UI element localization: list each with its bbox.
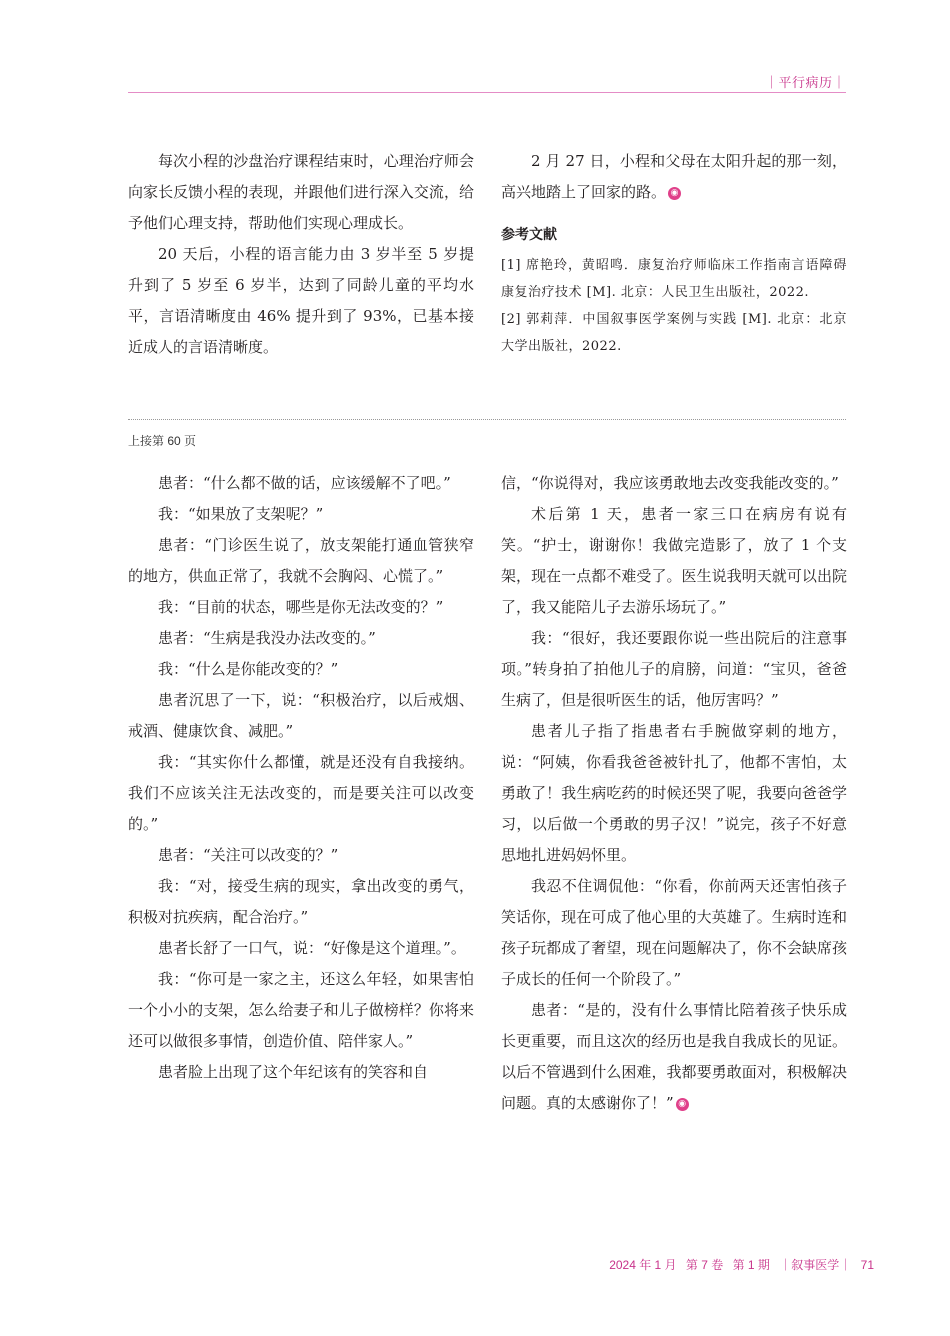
dialogue-paragraph: 我忍不住调侃他：“你看，你前两天还害怕孩子笑话你，现在可成了他心里的大英雄了。生病时连和孩子玩都成了奢望，现在问题解决了，你不会缺席孩子成长的任何一个阶段了。” <box>501 877 847 988</box>
dialogue-paragraph: 患者长舒了一口气，说：“好像是这个道理。”。 <box>158 939 466 957</box>
page-footer <box>603 1256 874 1273</box>
dialogue-paragraph: 我：“目前的状态，哪些是你无法改变的？” <box>158 598 444 616</box>
issue-number: 第 1 期 <box>732 1258 770 1272</box>
bottom-right-column <box>501 468 847 1119</box>
paragraph <box>501 146 847 208</box>
top-right-column <box>501 146 847 360</box>
section-divider <box>128 419 846 420</box>
dialogue-paragraph: 患者：“什么都不做的话，应该缓解不了吧。” <box>158 474 451 492</box>
journal-name: ｜叙事医学｜ <box>779 1258 852 1272</box>
end-of-article-icon: ◉ <box>668 187 681 200</box>
references-heading: 参考文献 <box>501 227 557 243</box>
final-paragraph-text: 患者：“是的，没有什么事情比陪着孩子快乐成长更重要，而且这次的经历也是我自我成长的见证。以后不管遇到什么困难，我都要勇敢面对，积极解决问题。真的太感谢你了！” <box>501 1001 847 1112</box>
continuation-label: 上接第 60 页 <box>128 434 197 448</box>
dialogue-paragraph: 我：“你可是一家之主，还这么年轻，如果害怕一个小小的支架，怎么给妻子和儿子做榜样？你将来还可以做很多事情，创造价值、陪伴家人。” <box>128 970 474 1050</box>
dialogue-paragraph: 我：“什么是你能改变的？” <box>158 660 339 678</box>
issue-date: 2024 年 1 月 <box>609 1258 677 1272</box>
dialogue-paragraph: 患者：“门诊医生说了，放支架能打通血管狭窄的地方，供血正常了，我就不会胸闷、心慌了。” <box>128 536 474 585</box>
header-rule <box>128 92 846 93</box>
page-number: 71 <box>860 1258 874 1272</box>
end-of-article-icon: ◉ <box>676 1098 689 1111</box>
bottom-left-column <box>128 468 474 1088</box>
dialogue-paragraph: 患者沉思了一下，说：“积极治疗，以后戒烟、戒酒、健康饮食、减肥。” <box>128 691 474 740</box>
dialogue-paragraph: 患者儿子指了指患者右手腕做穿刺的地方，说：“阿姨，你看我爸爸被针扎了，他都不害怕，太勇敢了！我生病吃药的时候还哭了呢，我要向爸爸学习，以后做一个勇敢的男子汉！”说完，孩子不好意思地扎进妈妈怀里。 <box>501 722 847 864</box>
dialogue-paragraph: 我：“对，接受生病的现实，拿出改变的勇气，积极对抗疾病，配合治疗。” <box>128 877 474 926</box>
reference-list <box>501 252 847 360</box>
closing-paragraph-text: 2 月 27 日，小程和父母在太阳升起的那一刻，高兴地踏上了回家的路。 <box>501 152 847 201</box>
dialogue-paragraph: 患者：“关注可以改变的？” <box>158 846 339 864</box>
dialogue-paragraph <box>501 995 847 1119</box>
paragraph: 20 天后，小程的语言能力由 3 岁半至 5 岁提升到了 5 岁至 6 岁半，达到了同龄儿童的平均水平，言语清晰度由 46% 提升到了 93%，已基本接近成人的言语清晰度。 <box>128 245 474 356</box>
dialogue-paragraph: 我：“很好，我还要跟你说一些出院后的注意事项。”转身拍了拍他儿子的肩膀，问道：“宝贝，爸爸生病了，但是很听医生的话，他厉害吗？” <box>501 629 847 709</box>
paragraph: 每次小程的沙盘治疗课程结束时，心理治疗师会向家长反馈小程的表现，并跟他们进行深入交流，给予他们心理支持，帮助他们实现心理成长。 <box>128 152 474 232</box>
volume-number: 第 7 卷 <box>685 1258 724 1272</box>
top-left-column <box>128 146 474 363</box>
reference-item: [1] 席艳玲，黄昭鸣．康复治疗师临床工作指南言语障碍康复治疗技术 [M]. 北京：人民卫生出版社，2022. <box>501 258 847 300</box>
section-tag: ｜平行病历｜ <box>764 75 846 90</box>
dialogue-paragraph: 术后第 1 天，患者一家三口在病房有说有笑。“护士，谢谢你！我做完造影了，放了 1 个支架，现在一点都不难受了。医生说我明天就可以出院了，我又能陪儿子去游乐场玩了。” <box>501 505 847 616</box>
dialogue-paragraph: 我：“如果放了支架呢？” <box>158 505 324 523</box>
reference-item: [2] 郭莉萍．中国叙事医学案例与实践 [M]. 北京：北京大学出版社，2022. <box>501 312 847 354</box>
continued-paragraph: 信，“你说得对，我应该勇敢地去改变我能改变的。” <box>501 474 839 492</box>
dialogue-paragraph: 我：“其实你什么都懂，就是还没有自我接纳。我们不应该关注无法改变的，而是要关注可以改变的。” <box>128 753 474 833</box>
dialogue-paragraph: 患者脸上出现了这个年纪该有的笑容和自 <box>158 1063 429 1081</box>
dialogue-paragraph: 患者：“生病是我没办法改变的。” <box>158 629 376 647</box>
